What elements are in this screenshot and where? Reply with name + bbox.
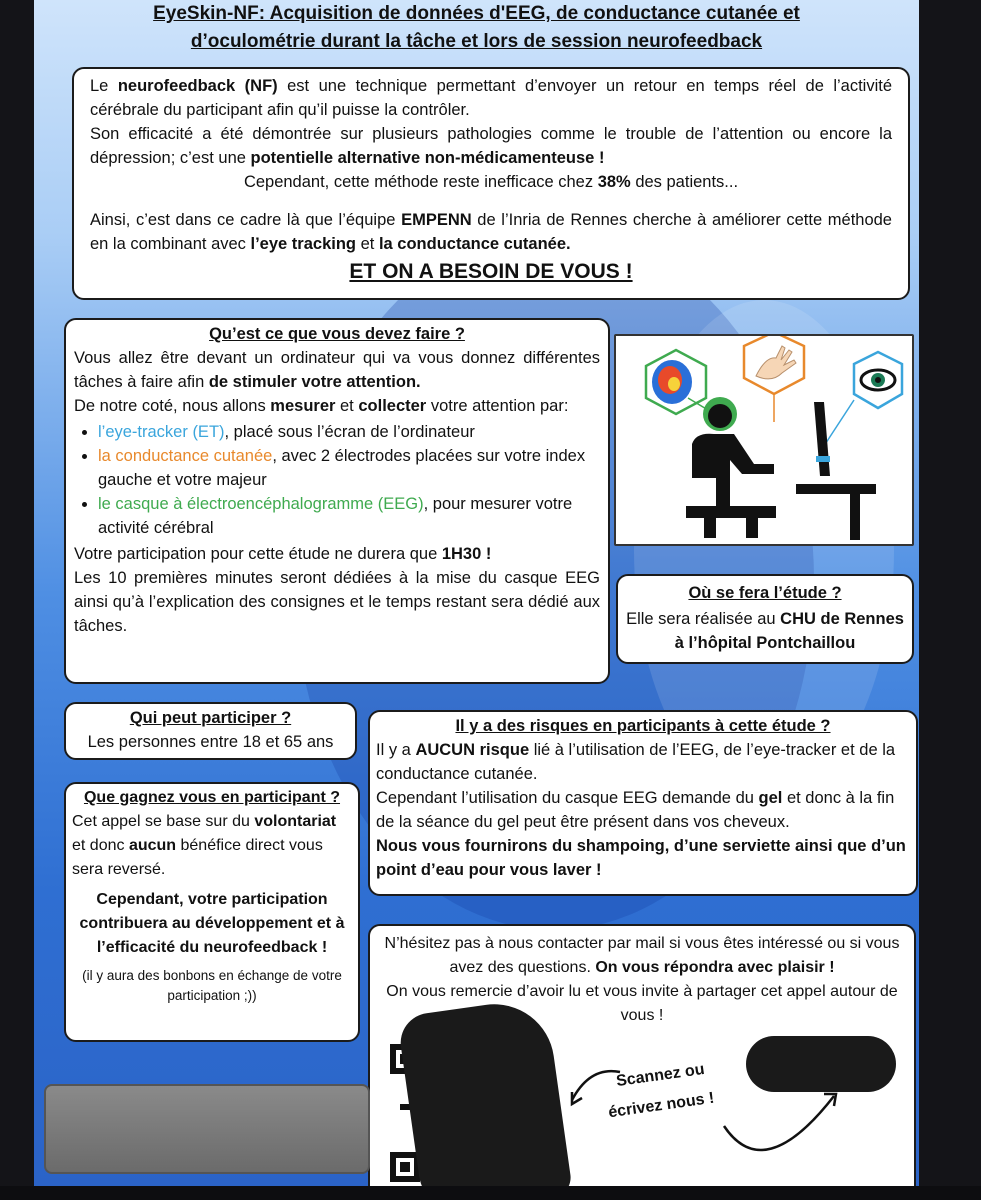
tasks-heading: Qu’est ce que vous devez faire ? <box>209 325 465 343</box>
gain-heading: Que gagnez vous en participant ? <box>83 789 341 806</box>
right-dark-margin <box>919 0 981 1186</box>
gain-paragraph-1: Cet appel se base sur du volontariat et donc aucun bénéfice direct vous sera reversé. <box>72 813 337 878</box>
intro-card <box>72 67 910 300</box>
contact-paragraph-2: On vous remercie d’avoir lu et vous invite à partager cet appel autour de vous ! <box>386 983 898 1024</box>
arrow-right-icon <box>720 1086 860 1176</box>
left-dark-margin <box>0 0 34 1186</box>
bottom-dark-margin <box>0 1186 981 1200</box>
list-item: • la conductance cutanée, avec 2 électrodes placées sur votre index gauche et votre majeur <box>98 444 600 492</box>
list-item: • le casque à électroencéphalogramme (EEG), pour mesurer votre activité cérébral <box>98 492 600 540</box>
gain-card <box>64 782 360 1042</box>
arrow-left-icon <box>564 1062 624 1122</box>
redacted-email <box>746 1036 896 1092</box>
tasks-paragraph-2: De notre coté, nous allons mesurer et collecter votre attention par: <box>74 397 569 415</box>
intro-paragraph-4: Ainsi, c’est dans ce cadre là que l’équipe EMPENN de l’Inria de Rennes cherche à améliorer cette méthode en la combinant avec l’eye tracking et la conductance cutanée. <box>90 211 892 253</box>
tasks-paragraph-1: Vous allez être devant un ordinateur qui va vous donnez différentes tâches à faire afin de stimuler votre attention. <box>74 349 600 391</box>
title-line-2: d’oculométrie durant la tâche et lors de session neurofeedback <box>190 31 763 52</box>
illustration-panel <box>614 334 914 546</box>
contact-paragraph-1: N’hésitez pas à nous contacter par mail si vous êtes intéressé ou si vous avez des questions. On vous répondra avec plaisir ! <box>384 935 900 976</box>
page-title <box>34 0 919 56</box>
intro-paragraph-2: Son efficacité a été démontrée sur plusieurs pathologies comme le trouble de l’attention ou encore la dépression; c’est une potentielle alternative non-médicamenteuse ! <box>90 125 892 167</box>
gain-paragraph-2: Cependant, votre participation contribuera au développement et à l’efficacité du neurofeedback ! <box>79 891 345 956</box>
call-to-action: ET ON A BESOIN DE VOUS ! <box>349 260 633 283</box>
gain-paragraph-3: (il y aura des bonbons en échange de votre participation ;)) <box>82 968 342 1003</box>
who-heading: Qui peut participer ? <box>129 709 292 727</box>
measures-list <box>74 420 600 540</box>
location-text: Elle sera réalisée au CHU de Rennes à l’hôpital Pontchaillou <box>626 610 904 652</box>
list-item: • l’eye-tracker (ET), placé sous l’écran de l’ordinateur <box>98 420 600 444</box>
intro-paragraph-1: Le neurofeedback (NF) est une technique permettant d’envoyer un retour en temps réel de l’activité cérébrale du participant afin qu’il puisse la contrôler. <box>90 77 893 119</box>
scan-text-2: écrivez nous ! <box>607 1089 716 1122</box>
tasks-card <box>64 318 610 684</box>
poster <box>34 0 919 1186</box>
intro-paragraph-3: Cependant, cette méthode reste inefficace chez 38% des patients... <box>243 173 739 191</box>
scan-text-1: Scannez ou <box>615 1060 706 1091</box>
location-heading: Où se fera l’étude ? <box>688 584 842 602</box>
person-at-desk-icon <box>616 336 912 544</box>
tasks-paragraph-4: Les 10 premières minutes seront dédiées à la mise du casque EEG ainsi qu’à l’explication des consignes et le temps restant sera dédié aux tâches. <box>74 569 600 635</box>
tasks-paragraph-3: Votre participation pour cette étude ne durera que 1H30 ! <box>74 545 492 563</box>
risks-card <box>368 710 918 896</box>
risks-paragraph-3: Nous vous fournirons du shampoing, d’une serviette ainsi que d’un point d’eau pour vous laver ! <box>376 837 906 879</box>
contact-card <box>368 924 916 1186</box>
who-text: Les personnes entre 18 et 65 ans <box>87 733 334 751</box>
redacted-box <box>44 1084 370 1174</box>
risks-paragraph-2: Cependant l’utilisation du casque EEG demande du gel et donc à la fin de la séance du gel peut être présent dans vos cheveux. <box>376 789 895 831</box>
location-card <box>616 574 914 664</box>
title-line-1: EyeSkin-NF: Acquisition de données d'EEG, de conductance cutanée et <box>153 3 800 24</box>
who-card <box>64 702 357 760</box>
risks-heading: Il y a des risques en participants à cette étude ? <box>455 717 831 735</box>
risks-paragraph-1: Il y a AUCUN risque lié à l’utilisation de l’EEG, de l’eye-tracker et de la conductance cutanée. <box>376 741 896 783</box>
